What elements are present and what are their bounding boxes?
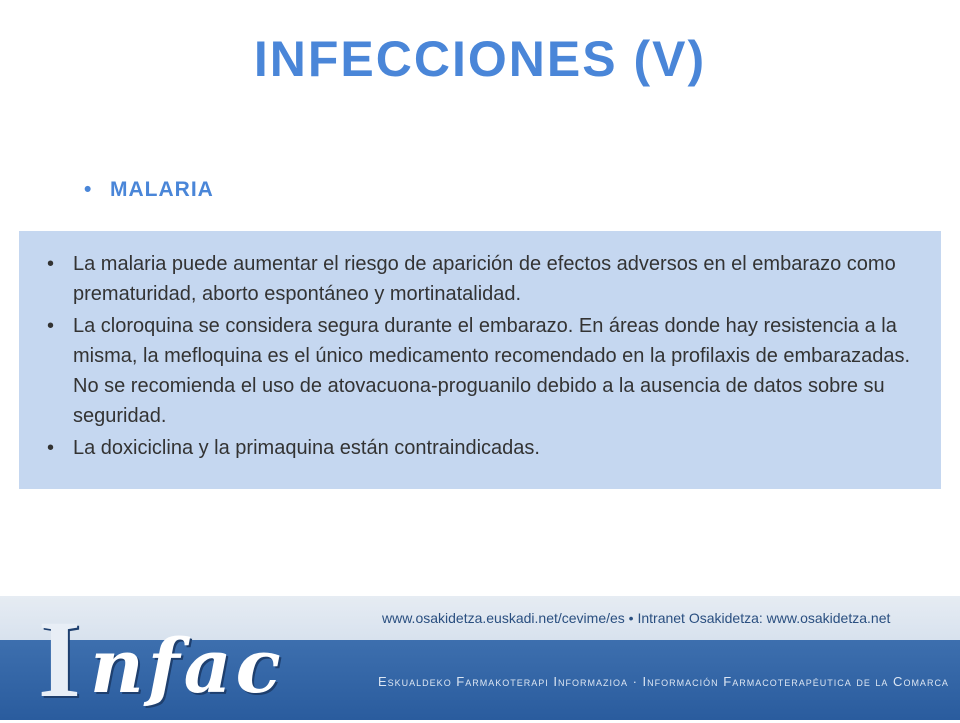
list-item: • La malaria puede aumentar el riesgo de aparición de efectos adversos en el embarazo como prematuridad, aborto espontáneo y mortinatalidad.: [45, 249, 921, 309]
list-item: • La cloroquina se considera segura durante el embarazo. En áreas donde hay resistencia a la misma, la mefloquina es el único medicamento recomendado en la profilaxis de embarazadas. No se recomienda el uso de atovacuona-proguanilo debido a la ausencia de datos sobre su seguridad.: [45, 311, 921, 431]
footer-subtitle: Eskualdeko Farmakoterapi Informazioa · Información Farmacoterapéutica de la Comarca: [378, 674, 949, 689]
footer-urls: www.osakidetza.euskadi.net/cevime/es • Intranet Osakidetza: www.osakidetza.net: [382, 610, 891, 626]
info-box: [19, 231, 941, 489]
section-label: MALARIA: [110, 178, 214, 201]
logo-initial: I: [38, 598, 81, 720]
section-heading: [84, 178, 214, 202]
footer-banner: [0, 596, 960, 720]
slide-title: INFECCIONES (V): [253, 31, 707, 87]
list-item: • La doxiciclina y la primaquina están contraindicadas.: [45, 433, 921, 463]
info-list: [45, 249, 921, 463]
logo-text: nfac: [90, 624, 285, 710]
bullet-icon: •: [84, 178, 93, 201]
